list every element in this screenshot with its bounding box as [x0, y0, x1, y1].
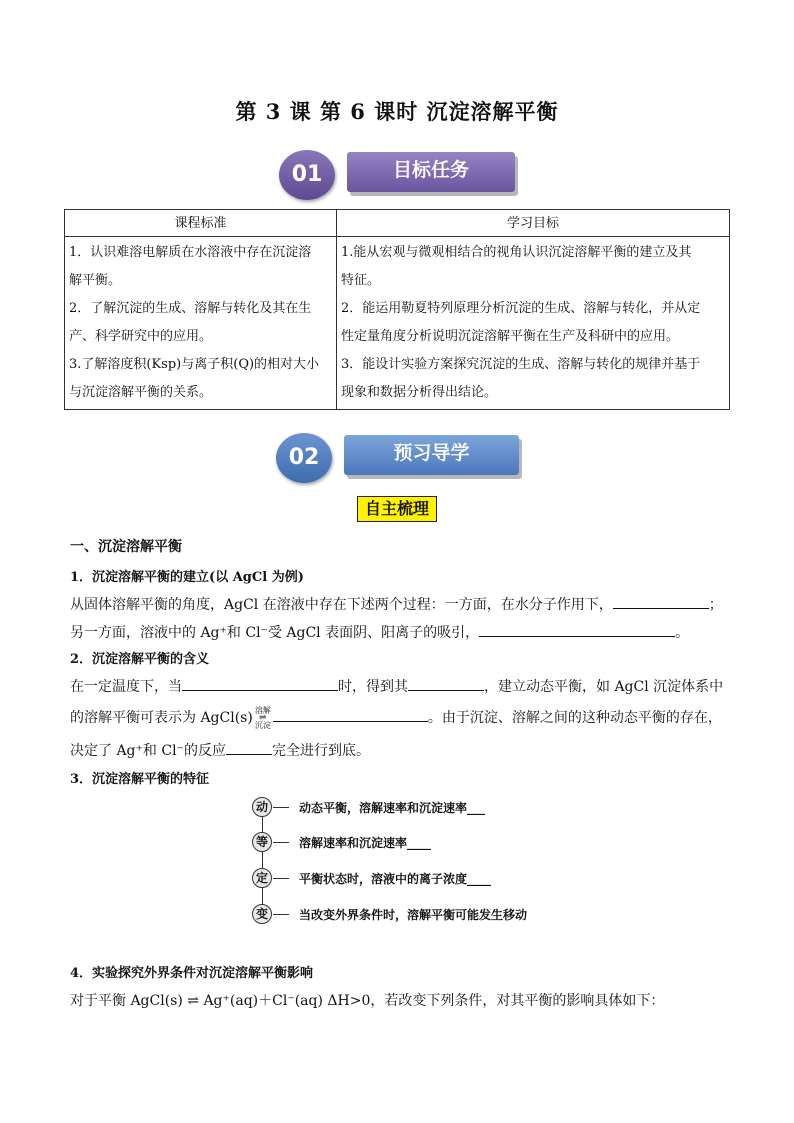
feature-text: 当改变外界条件时，溶解平衡可能发生移动	[299, 908, 528, 922]
paragraph-line	[70, 740, 370, 760]
frac-bottom: 沉淀	[254, 721, 271, 730]
connector	[273, 878, 289, 879]
goals-table	[64, 209, 730, 410]
arrow-icon: ⇌	[259, 713, 267, 723]
text: 。	[675, 625, 690, 641]
subheading-4: 4．实验探究外界条件对沉淀溶解平衡影响	[70, 966, 314, 981]
text: 从固体溶解平衡的角度，AgCl 在溶液中存在下述两个过程：一方面，在水分子作用下，	[70, 597, 613, 613]
text-line: 2．了解沉淀的生成、溶解与转化及其在生	[69, 301, 312, 316]
text: 。由于沉淀、溶解之间的这种动态平衡的存在，	[427, 710, 722, 726]
reversible-arrow	[255, 706, 271, 730]
section-number: 01	[279, 150, 335, 200]
text-line: 1.能从宏观与微观相结合的视角认识沉淀溶解平衡的建立及其	[341, 245, 692, 260]
section-number: 02	[276, 433, 332, 483]
paragraph-line	[70, 706, 722, 730]
text: ，建立动态平衡，如 AgCl 沉淀体系中	[484, 679, 724, 695]
feature-text: 溶解速率和沉淀速率____	[299, 836, 432, 850]
feature-char: 等	[252, 832, 272, 852]
text: 时，得到其	[338, 679, 408, 695]
text: 决定了 Ag⁺和 Cl⁻的反应	[70, 743, 226, 759]
diagram-line	[262, 816, 263, 911]
subheading-2: 2．沉淀溶解平衡的含义	[70, 652, 210, 667]
text-line: 现象和数据分析得出结论。	[341, 385, 498, 400]
text-line: 2．能运用勒夏特列原理分析沉淀的生成、溶解与转化，并从定	[341, 301, 701, 316]
text: 完全进行到底。	[271, 743, 370, 759]
table-cell-standard	[65, 237, 337, 410]
text: 的溶解平衡可表示为 AgCl(s)	[70, 710, 253, 726]
text: ；	[708, 597, 723, 613]
paragraph-line: 对于平衡 AgCl(s) ⇌ Ag⁺(aq)＋Cl⁻(aq) ΔH>0，若改变下列条件，对其平衡的影响具体如下：	[70, 993, 665, 1009]
text-line: 3．能设计实验方案探究沉淀的生成、溶解与转化的规律并基于	[341, 357, 701, 372]
section-badge-goals	[279, 150, 519, 200]
feature-text: 平衡状态时，溶液中的离子浓度____	[299, 872, 492, 886]
feature-char: 动	[252, 797, 272, 817]
text-line: 解平衡。	[69, 273, 122, 288]
section-label: 目标任务	[347, 152, 515, 192]
fill-blank	[226, 740, 272, 755]
fill-blank	[408, 676, 484, 691]
section-badge-preview	[276, 433, 521, 483]
text-line: 与沉淀溶解平衡的关系。	[69, 385, 213, 400]
subheading-1: 1．沉淀溶解平衡的建立(以 AgCl 为例)	[70, 570, 304, 585]
text-line: 特征。	[341, 273, 381, 288]
heading-equilibrium: 一、沉淀溶解平衡	[70, 539, 182, 555]
text-line: 1．认识难溶电解质在水溶液中存在沉淀溶	[69, 245, 312, 260]
paragraph-line	[70, 676, 723, 696]
frac-top: 溶解	[254, 706, 271, 715]
feature-text: 动态平衡，溶解速率和沉淀速率___	[299, 801, 486, 815]
fill-blank	[479, 622, 675, 637]
table-header-standard: 课程标准	[65, 210, 337, 237]
section-label: 预习导学	[344, 435, 519, 475]
feature-char: 定	[252, 868, 272, 888]
paragraph-line	[70, 594, 723, 614]
fill-blank	[613, 594, 709, 609]
connector	[273, 807, 289, 808]
table-header-objectives: 学习目标	[337, 210, 730, 237]
fill-blank	[273, 707, 428, 722]
connector	[273, 842, 289, 843]
text-line: 3.了解溶度积(Ksp)与离子积(Q)的相对大小	[69, 357, 320, 372]
connector	[273, 914, 289, 915]
paragraph-line	[70, 622, 689, 642]
subheading-3: 3．沉淀溶解平衡的特征	[70, 772, 210, 787]
text: 在一定温度下，当	[70, 679, 182, 695]
page-title: 第 3 课 第 6 课时 沉淀溶解平衡	[235, 99, 559, 124]
feature-char: 变	[252, 904, 272, 924]
text-line: 产、科学研究中的应用。	[69, 329, 213, 344]
fill-blank	[182, 676, 338, 691]
text: 另一方面，溶液中的 Ag⁺和 Cl⁻受 AgCl 表面阴、阳离子的吸引，	[70, 625, 480, 641]
text-line: 性定量角度分析说明沉淀溶解平衡在生产及科研中的应用。	[341, 329, 680, 344]
highlight-heading: 自主梳理	[357, 496, 437, 522]
table-cell-objectives	[337, 237, 730, 410]
